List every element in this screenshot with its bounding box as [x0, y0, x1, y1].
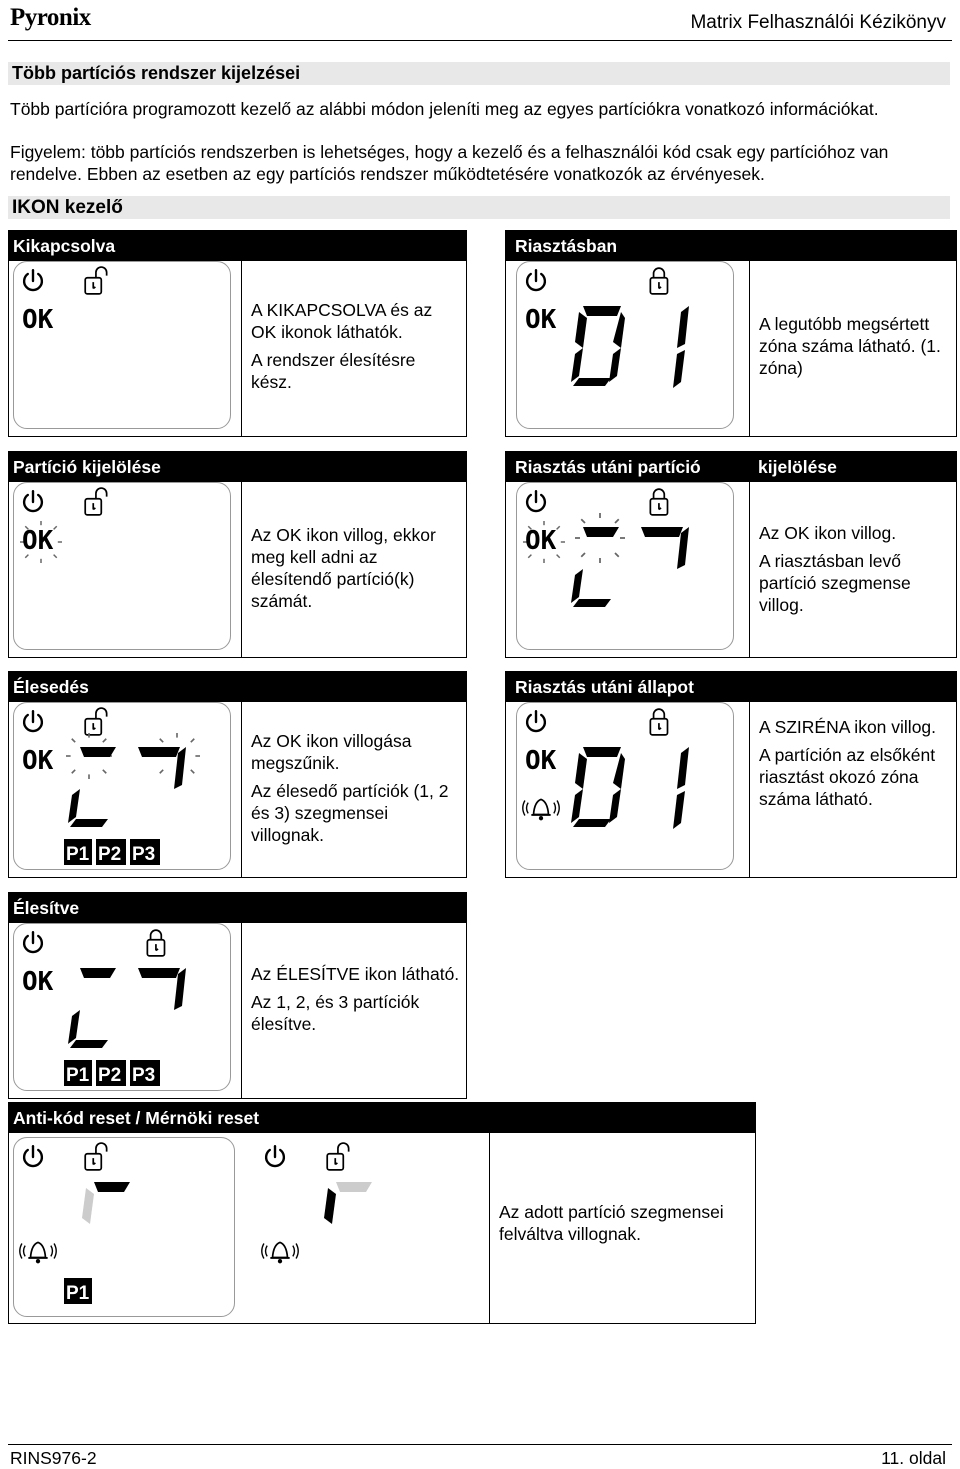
digit-zero: [571, 306, 625, 386]
panel-riasztas-utani-particio: [505, 451, 957, 658]
desc-line: A legutóbb megsértett zóna száma látható. (1. zóna): [759, 314, 941, 378]
p2-text: P2: [98, 844, 122, 865]
panel-description: [251, 963, 461, 1041]
segment-c: [68, 747, 116, 827]
unlock-icon: [85, 1143, 106, 1170]
lcd-display: [516, 261, 734, 429]
power-icon: [24, 711, 42, 731]
p1-text: P1: [66, 844, 90, 865]
unlock-icon: [85, 708, 106, 735]
lcd-display: [13, 923, 231, 1091]
panel-elesedes: [8, 671, 467, 878]
panel-title: Partíció kijelölése: [9, 452, 241, 482]
blink-rays-icon: [575, 513, 625, 563]
segment-seven: [138, 968, 186, 1010]
power-icon: [527, 711, 545, 731]
panel-title-bar: [241, 893, 466, 923]
lcd-display-2: [255, 1137, 477, 1317]
panel-title-bar: [749, 672, 956, 702]
lcd-display: [13, 261, 231, 429]
segment-c: [68, 968, 116, 1048]
digit-one: [673, 747, 689, 829]
power-icon: [24, 270, 42, 290]
panel-divider: [489, 1103, 490, 1323]
lock-icon: [650, 709, 667, 735]
digit-zero: [571, 747, 625, 827]
desc-line: A partíción az elsőként riasztást okozó zóna száma látható.: [759, 745, 936, 809]
desc-line: Az OK ikon villogása megszűnik.: [251, 731, 412, 773]
panel-title: Riasztás utáni partíció: [506, 452, 749, 482]
subsection-title: IKON kezelő: [8, 196, 950, 219]
power-icon: [266, 1146, 284, 1166]
lock-icon: [650, 268, 667, 294]
segment-left-dim: [82, 1188, 94, 1224]
lock-icon: [147, 930, 164, 956]
lcd-display: [13, 482, 231, 650]
panel-elesitve: [8, 892, 467, 1099]
panel-title-2: kijelölése: [749, 452, 956, 482]
p2-text: P2: [98, 1065, 122, 1086]
segment-c: [571, 527, 619, 607]
ok-icon: OK: [22, 305, 54, 335]
panel-divider: [241, 672, 242, 877]
panel-divider: [241, 452, 242, 657]
p1-text: P1: [66, 1283, 90, 1304]
panel-riasztasban: [505, 230, 957, 437]
footer-rule: [8, 1444, 952, 1445]
desc-line: Az 1, 2, és 3 partíciók élesítve.: [251, 992, 420, 1034]
desc-line: A riasztásban levő partíció szegmense villog.: [759, 551, 911, 615]
footer-doc-code: RINS976-2: [10, 1448, 97, 1468]
panel-title: Kikapcsolva: [9, 231, 241, 261]
panel-title-bar: [241, 672, 466, 702]
power-icon: [24, 491, 42, 511]
p3-text: P3: [132, 844, 156, 865]
segment-top-dim: [336, 1182, 372, 1192]
panel-riasztas-utani-allapot: [505, 671, 957, 878]
intro-paragraph-1: Több partícióra programozott kezelő az alábbi módon jeleníti meg az egyes partíciókra vonatkozó információkat.: [10, 99, 879, 119]
intro-paragraph-2: Figyelem: több partíciós rendszerben is lehetséges, hogy a kezelő és a felhasználói kód csak egy partícióhoz van rendelve. Ebben az esetben az egy partíciós rendszer működtetésére vonatkozók az érvényesek.: [10, 142, 889, 184]
desc-line: A KIKAPCSOLVA és az OK ikonok láthatók.: [251, 300, 433, 342]
unlock-icon: [327, 1143, 348, 1170]
ok-icon: OK: [22, 526, 54, 556]
header-rule: [8, 40, 952, 41]
power-icon: [527, 491, 545, 511]
ok-icon: OK: [22, 746, 54, 776]
panel-description: [251, 524, 461, 618]
ok-icon: OK: [525, 746, 557, 776]
power-icon: [24, 1146, 42, 1166]
power-icon: [527, 270, 545, 290]
segment-seven: [641, 527, 689, 569]
panel-title-bar: [749, 231, 956, 261]
p1-text: P1: [66, 1065, 90, 1086]
panel-description: [499, 1201, 751, 1251]
manual-title: Matrix Felhasználói Kézikönyv: [690, 12, 946, 33]
desc-line: Az ÉLESÍTVE ikon látható.: [251, 964, 460, 984]
desc-line: A rendszer élesítésre kész.: [251, 350, 416, 392]
ok-icon: OK: [525, 305, 557, 335]
panel-antikod-reset: [8, 1102, 756, 1324]
panel-description: [759, 313, 954, 385]
desc-line: A SZIRÉNA ikon villog.: [759, 717, 937, 737]
desc-line: Az OK ikon villog, ekkor meg kell adni az élesítendő partíció(k) számát.: [251, 525, 436, 611]
panel-divider: [749, 452, 750, 657]
panel-kikapcsolva: [8, 230, 467, 437]
p3-text: P3: [132, 1065, 156, 1086]
power-icon: [24, 932, 42, 952]
lcd-display: [13, 702, 231, 870]
lcd-display: [516, 482, 734, 650]
panel-title-bar: [241, 231, 466, 261]
panel-divider: [749, 672, 750, 877]
desc-line: Az OK ikon villog.: [759, 523, 897, 543]
footer-page-number: 11. oldal: [881, 1448, 946, 1468]
unlock-icon: [85, 488, 106, 515]
panel-particio-kijelolese: [8, 451, 467, 658]
siren-bell-icon: [262, 1242, 298, 1263]
ok-icon: OK: [525, 526, 557, 556]
segment-left: [324, 1188, 336, 1224]
panel-title: Élesítve: [9, 893, 241, 923]
lcd-display: [516, 702, 734, 870]
panel-description: [759, 716, 954, 816]
ok-icon: OK: [22, 967, 54, 997]
siren-bell-icon: [20, 1242, 56, 1263]
panel-description: [759, 522, 954, 622]
segment-seven: [138, 747, 186, 789]
panel-title-bar: [489, 1103, 755, 1133]
segment-top: [94, 1182, 130, 1192]
panel-description: [251, 299, 461, 399]
panel-title: Élesedés: [9, 672, 241, 702]
siren-bell-icon: [523, 799, 559, 820]
lcd-display-1: [13, 1137, 235, 1317]
panel-title: Riasztásban: [506, 231, 749, 261]
pyronix-logo: Pyronix: [10, 4, 91, 31]
panel-title-bar: [241, 452, 466, 482]
panel-divider: [241, 893, 242, 1098]
panel-divider: [241, 231, 242, 436]
panel-title: Riasztás utáni állapot: [506, 672, 749, 702]
lock-icon: [650, 489, 667, 515]
unlock-icon: [85, 267, 106, 294]
desc-line: Az adott partíció szegmensei felváltva villognak.: [499, 1202, 724, 1244]
panel-description: [251, 730, 461, 852]
panel-divider: [749, 231, 750, 436]
digit-one: [673, 306, 689, 388]
panel-title: Anti-kód reset / Mérnöki reset: [9, 1103, 489, 1133]
section-title: Több partíciós rendszer kijelzései: [8, 62, 950, 85]
desc-line: Az élesedő partíciók (1, 2 és 3) szegmensei villognak.: [251, 781, 449, 845]
